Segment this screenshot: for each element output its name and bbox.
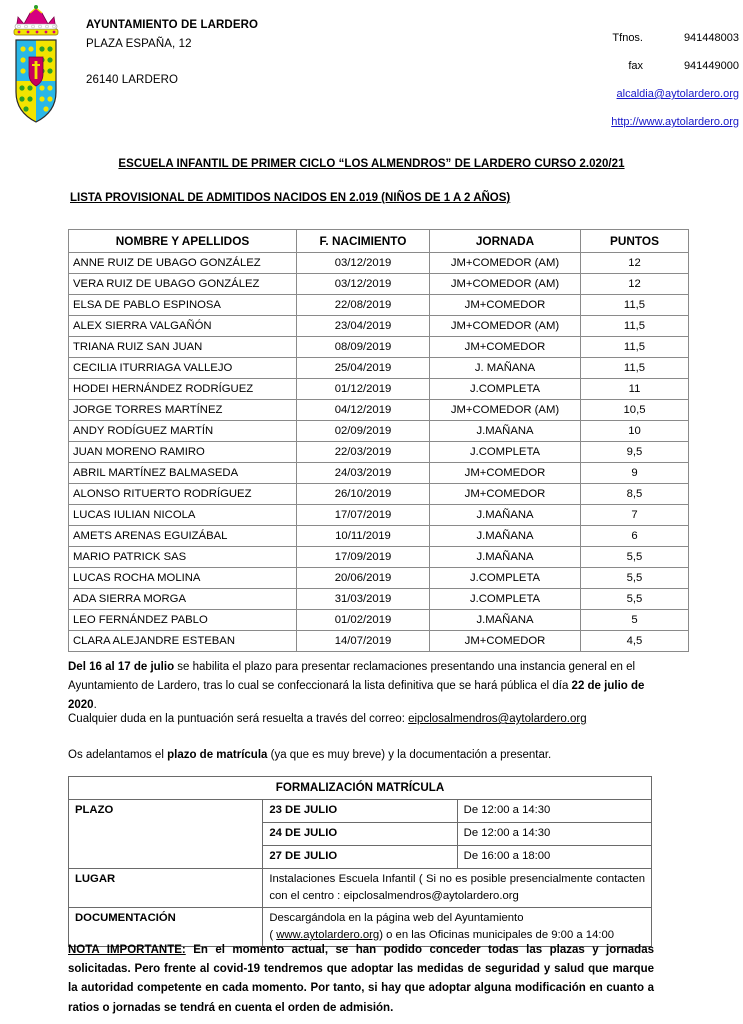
- enrollment-plazo-label: PLAZO: [69, 800, 263, 869]
- documentacion-line-2: ) o en las Oficinas municipales de 9:00 a 14:00: [379, 929, 615, 941]
- cell-points: 5: [581, 610, 689, 631]
- cell-shift: JM+COMEDOR (AM): [430, 274, 581, 295]
- cell-birthdate: 10/11/2019: [297, 526, 430, 547]
- email-row: [469, 80, 739, 108]
- cell-shift: J.MAÑANA: [430, 421, 581, 442]
- enrollment-title: FORMALIZACIÓN MATRÍCULA: [69, 777, 652, 800]
- cell-points: 5,5: [581, 568, 689, 589]
- cell-points: 12: [581, 274, 689, 295]
- cell-birthdate: 08/09/2019: [297, 337, 430, 358]
- table-row: [69, 337, 689, 358]
- doubt-paragraph: [68, 710, 668, 729]
- organization-block: [86, 16, 258, 90]
- column-header-name: NOMBRE Y APELLIDOS: [69, 230, 297, 253]
- cell-name: ELSA DE PABLO ESPINOSA: [69, 295, 297, 316]
- cell-name: VERA RUIZ DE UBAGO GONZÁLEZ: [69, 274, 297, 295]
- table-row: [69, 610, 689, 631]
- document-subtitle-text: LISTA PROVISIONAL DE ADMITIDOS NACIDOS EN 2.019 (NIÑOS DE 1 A 2 AÑOS): [70, 192, 511, 204]
- doubt-text: Cualquier duda en la puntuación será resuelta a través del correo:: [68, 713, 409, 725]
- document-title: [0, 158, 743, 170]
- advance-pre-text: Os adelantamos el: [68, 749, 168, 761]
- enrollment-time-3: De 16:00 a 18:00: [457, 846, 651, 869]
- enrollment-documentacion-label: DOCUMENTACIÓN: [69, 908, 263, 947]
- table-row: [69, 484, 689, 505]
- cell-birthdate: 03/12/2019: [297, 274, 430, 295]
- enrollment-date-3: 27 DE JULIO: [263, 846, 457, 869]
- table-row: [69, 295, 689, 316]
- fax-label: fax: [628, 60, 643, 72]
- doubt-email-link[interactable]: eipclosalmendros@aytolardero.org: [408, 713, 587, 725]
- enrollment-title-row: [69, 777, 652, 800]
- cell-birthdate: 25/04/2019: [297, 358, 430, 379]
- claims-paragraph: [68, 658, 654, 716]
- cell-shift: JM+COMEDOR: [430, 295, 581, 316]
- cell-name: HODEI HERNÁNDEZ RODRÍGUEZ: [69, 379, 297, 400]
- fax-value: 941449000: [683, 60, 739, 72]
- cell-shift: J.MAÑANA: [430, 505, 581, 526]
- advance-paragraph: [68, 746, 668, 765]
- cell-name: ADA SIERRA MORGA: [69, 589, 297, 610]
- cell-birthdate: 20/06/2019: [297, 568, 430, 589]
- table-row: [69, 568, 689, 589]
- cell-birthdate: 01/12/2019: [297, 379, 430, 400]
- cell-birthdate: 31/03/2019: [297, 589, 430, 610]
- table-row: [69, 421, 689, 442]
- cell-birthdate: 03/12/2019: [297, 253, 430, 274]
- letterhead: [0, 0, 743, 140]
- enrollment-time-2: De 12:00 a 14:30: [457, 823, 651, 846]
- column-header-points: PUNTOS: [581, 230, 689, 253]
- cell-name: ANNE RUIZ DE UBAGO GONZÁLEZ: [69, 253, 297, 274]
- claims-final-date-bold: 22 de julio de 2020: [68, 680, 645, 712]
- cell-name: TRIANA RUIZ SAN JUAN: [69, 337, 297, 358]
- cell-shift: JM+COMEDOR: [430, 631, 581, 652]
- cell-birthdate: 23/04/2019: [297, 316, 430, 337]
- contact-block: [469, 24, 739, 136]
- cell-birthdate: 04/12/2019: [297, 400, 430, 421]
- claims-body-text: se habilita el plazo para presentar reclamaciones presentando una instancia general en el Ayuntamiento de Lardero, tras lo cual se confeccionará la lista definitiva que se hará pública el día: [68, 661, 636, 693]
- cell-shift: JM+COMEDOR (AM): [430, 316, 581, 337]
- cell-points: 11,5: [581, 358, 689, 379]
- claims-period-bold: Del 16 al 17 de julio: [68, 661, 175, 673]
- cell-points: 11,5: [581, 337, 689, 358]
- documentacion-paren-open: (: [269, 929, 277, 941]
- coat-of-arms-icon: [6, 4, 66, 126]
- cell-birthdate: 26/10/2019: [297, 484, 430, 505]
- organization-name: AYUNTAMIENTO DE LARDERO: [86, 19, 259, 31]
- fax-row: [469, 52, 739, 80]
- table-row: [69, 631, 689, 652]
- cell-shift: J.MAÑANA: [430, 547, 581, 568]
- cell-shift: J.COMPLETA: [430, 379, 581, 400]
- table-row: [69, 463, 689, 484]
- cell-shift: J.MAÑANA: [430, 526, 581, 547]
- enrollment-date-1: 23 DE JULIO: [263, 800, 457, 823]
- cell-points: 10,5: [581, 400, 689, 421]
- cell-birthdate: 01/02/2019: [297, 610, 430, 631]
- cell-shift: JM+COMEDOR: [430, 463, 581, 484]
- cell-shift: JM+COMEDOR: [430, 484, 581, 505]
- important-note-lead: NOTA IMPORTANTE:: [68, 944, 186, 956]
- cell-name: LUCAS IULIAN NICOLA: [69, 505, 297, 526]
- cell-birthdate: 17/09/2019: [297, 547, 430, 568]
- table-row: [69, 379, 689, 400]
- table-row: [69, 253, 689, 274]
- table-row: [69, 400, 689, 421]
- table-header-row: [69, 230, 689, 253]
- cell-points: 11,5: [581, 295, 689, 316]
- cell-name: CECILIA ITURRIAGA VALLEJO: [69, 358, 297, 379]
- table-row: [69, 547, 689, 568]
- enrollment-time-1: De 12:00 a 14:30: [457, 800, 651, 823]
- important-note: [68, 941, 654, 1018]
- cell-name: ALONSO RITUERTO RODRÍGUEZ: [69, 484, 297, 505]
- cell-points: 6: [581, 526, 689, 547]
- organization-city: 26140 LARDERO: [86, 74, 179, 86]
- column-header-shift: JORNADA: [430, 230, 581, 253]
- table-row: [69, 589, 689, 610]
- email-link[interactable]: alcaldia@aytolardero.org: [616, 88, 739, 100]
- cell-name: ANDY RODÍGUEZ MARTÍN: [69, 421, 297, 442]
- cell-points: 12: [581, 253, 689, 274]
- cell-points: 4,5: [581, 631, 689, 652]
- enrollment-lugar-value: [263, 869, 652, 908]
- enrollment-lugar-email[interactable]: eipclosalmendros@aytolardero.org: [343, 890, 519, 902]
- cell-points: 11,5: [581, 316, 689, 337]
- table-row: [69, 442, 689, 463]
- advance-bold-text: plazo de matrícula: [167, 749, 268, 761]
- phone-row: [469, 24, 739, 52]
- enrollment-plazo-row-1: [69, 800, 652, 823]
- cell-birthdate: 22/08/2019: [297, 295, 430, 316]
- cell-birthdate: 02/09/2019: [297, 421, 430, 442]
- cell-name: CLARA ALEJANDRE ESTEBAN: [69, 631, 297, 652]
- cell-points: 11: [581, 379, 689, 400]
- cell-points: 9: [581, 463, 689, 484]
- table-row: [69, 358, 689, 379]
- table-row: [69, 274, 689, 295]
- cell-birthdate: 24/03/2019: [297, 463, 430, 484]
- document-title-text: ESCUELA INFANTIL DE PRIMER CICLO “LOS ALMENDROS” DE LARDERO CURSO 2.020/21: [118, 158, 625, 170]
- cell-shift: JM+COMEDOR: [430, 337, 581, 358]
- cell-name: LEO FERNÁNDEZ PABLO: [69, 610, 297, 631]
- cell-shift: J.COMPLETA: [430, 442, 581, 463]
- enrollment-table: [68, 776, 652, 947]
- cell-shift: J.MAÑANA: [430, 610, 581, 631]
- cell-shift: JM+COMEDOR (AM): [430, 253, 581, 274]
- advance-post-text: (ya que es muy breve) y la documentación a presentar.: [267, 749, 552, 761]
- table-row: [69, 316, 689, 337]
- table-row: [69, 526, 689, 547]
- enrollment-date-2: 24 DE JULIO: [263, 823, 457, 846]
- document-subtitle: [70, 192, 510, 204]
- cell-birthdate: 17/07/2019: [297, 505, 430, 526]
- admitted-list-table: [68, 229, 689, 652]
- cell-points: 7: [581, 505, 689, 526]
- cell-name: AMETS ARENAS EGUIZÁBAL: [69, 526, 297, 547]
- cell-name: JORGE TORRES MARTÍNEZ: [69, 400, 297, 421]
- claims-period-dot: .: [93, 699, 97, 712]
- cell-name: MARIO PATRICK SAS: [69, 547, 297, 568]
- cell-shift: J. MAÑANA: [430, 358, 581, 379]
- enrollment-lugar-row: [69, 869, 652, 908]
- enrollment-lugar-label: LUGAR: [69, 869, 263, 908]
- cell-name: LUCAS ROCHA MOLINA: [69, 568, 297, 589]
- cell-birthdate: 22/03/2019: [297, 442, 430, 463]
- cell-points: 5,5: [581, 547, 689, 568]
- cell-name: JUAN MORENO RAMIRO: [69, 442, 297, 463]
- table-row: [69, 505, 689, 526]
- cell-shift: J.COMPLETA: [430, 568, 581, 589]
- phone-label: Tfnos.: [612, 32, 643, 44]
- cell-birthdate: 14/07/2019: [297, 631, 430, 652]
- cell-points: 9,5: [581, 442, 689, 463]
- documentacion-web-link[interactable]: www.aytolardero.org: [276, 929, 380, 941]
- cell-shift: JM+COMEDOR (AM): [430, 400, 581, 421]
- enrollment-lugar-text: Instalaciones Escuela Infantil ( Si no es posible presencialmente contacten con el centro :: [269, 873, 645, 902]
- website-link[interactable]: http://www.aytolardero.org: [611, 116, 739, 128]
- cell-shift: J.COMPLETA: [430, 589, 581, 610]
- website-row: [469, 108, 739, 136]
- cell-points: 5,5: [581, 589, 689, 610]
- cell-name: ABRIL MARTÍNEZ BALMASEDA: [69, 463, 297, 484]
- documentacion-line-1: Descargándola en la página web del Ayuntamiento: [269, 912, 524, 924]
- column-header-birth: F. NACIMIENTO: [297, 230, 430, 253]
- cell-points: 10: [581, 421, 689, 442]
- phone-value: 941448003: [683, 32, 739, 44]
- organization-address: PLAZA ESPAÑA, 12: [86, 38, 192, 50]
- important-note-body: En el momento actual, se han podido conceder todas las plazas y jornadas solicitadas. Pero frente al covid-19 tendremos que adoptar las medidas de seguridad y salud que marque la autoridad competente en cada momento. Por tanto, si hay que adoptar alguna modificación en cuanto a ratios o jornadas se tendrá en cuenta el orden de admisión.: [68, 944, 654, 1014]
- cell-points: 8,5: [581, 484, 689, 505]
- cell-name: ALEX SIERRA VALGAÑÓN: [69, 316, 297, 337]
